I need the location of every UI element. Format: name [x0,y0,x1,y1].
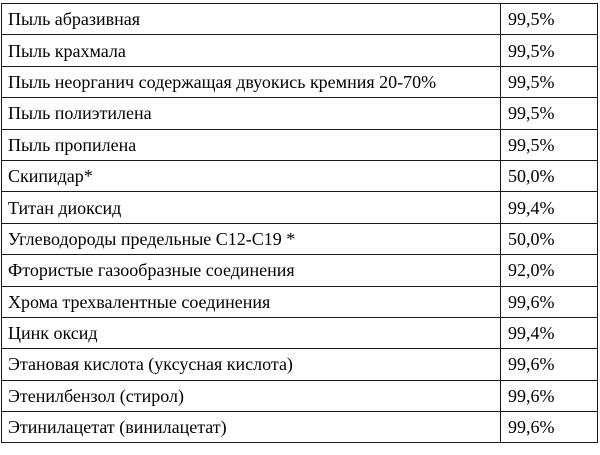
table-row [2,412,598,443]
table-row [2,286,598,317]
substance-cell: Этинилацетат (винилацетат) [2,412,501,443]
substance-cell: Пыль неорганич содержащая двуокись кремния 20-70% [2,66,501,97]
substance-cell: Цинк оксид [2,317,501,348]
value-cell: 99,6% [501,380,598,411]
value-cell: 99,5% [501,98,598,129]
table-row [2,66,598,97]
table-row [2,223,598,254]
substance-cell: Этановая кислота (уксусная кислота) [2,349,501,380]
value-cell: 99,4% [501,192,598,223]
table-row [2,4,598,35]
value-cell: 92,0% [501,255,598,286]
table-row [2,129,598,160]
value-cell: 50,0% [501,160,598,191]
substance-cell: Пыль крахмала [2,35,501,66]
value-cell: 99,5% [501,129,598,160]
table-row [2,160,598,191]
substance-cell: Фтористые газообразные соединения [2,255,501,286]
value-cell: 50,0% [501,223,598,254]
table-row [2,98,598,129]
table-row [2,380,598,411]
value-cell: 99,6% [501,349,598,380]
table-row [2,35,598,66]
value-cell: 99,6% [501,412,598,443]
table-row [2,192,598,223]
substance-cell: Пыль абразивная [2,4,501,35]
value-cell: 99,5% [501,35,598,66]
substances-table [1,3,598,443]
value-cell: 99,5% [501,66,598,97]
value-cell: 99,6% [501,286,598,317]
substance-cell: Пыль пропилена [2,129,501,160]
substance-cell: Углеводороды предельные С12-С19 * [2,223,501,254]
table-row [2,317,598,348]
substance-cell: Скипидар* [2,160,501,191]
substance-cell: Пыль полиэтилена [2,98,501,129]
substance-cell: Хрома трехвалентные соединения [2,286,501,317]
table-row [2,255,598,286]
value-cell: 99,4% [501,317,598,348]
substances-table-container [1,3,597,443]
value-cell: 99,5% [501,4,598,35]
substance-cell: Титан диоксид [2,192,501,223]
substance-cell: Этенилбензол (стирол) [2,380,501,411]
table-row [2,349,598,380]
table-body [2,4,598,443]
